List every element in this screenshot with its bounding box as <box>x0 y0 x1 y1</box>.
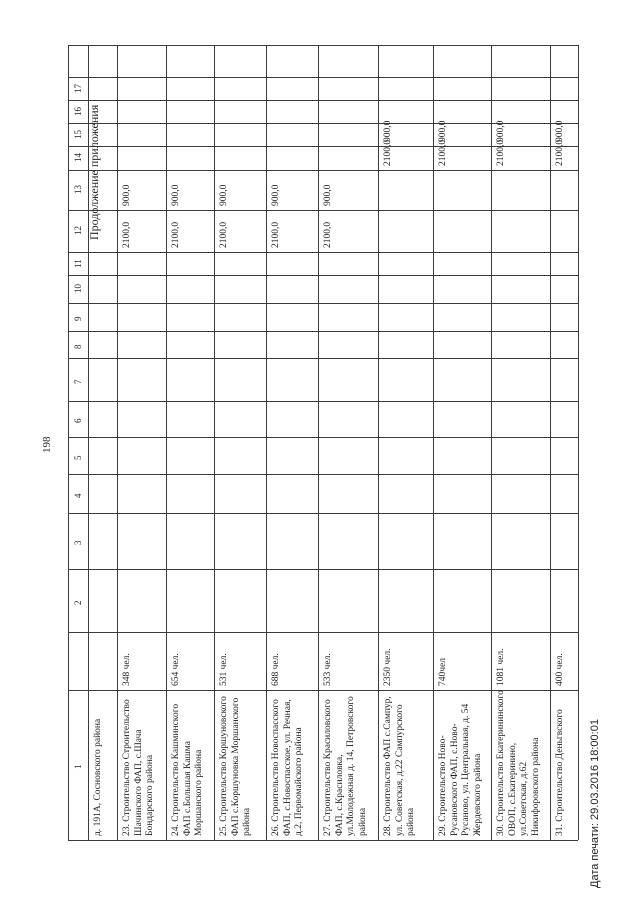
row-name-line: 29. Строительство Ново- <box>438 735 448 836</box>
row-name-line: Моршанского района <box>194 749 205 836</box>
population-cell: 531 чел. <box>219 653 229 686</box>
column-separator <box>68 252 578 253</box>
row-name-line: района <box>357 807 368 836</box>
column-separator <box>68 275 578 276</box>
row-name-line: д.2, Первомайского района <box>294 727 305 836</box>
column-separator <box>68 170 578 171</box>
row-name-line: ул.Советская, д.62 <box>519 761 530 836</box>
population-cell: 740чел <box>438 658 448 686</box>
row-name-line: 26. Строительство Новоспасского <box>271 699 281 836</box>
row-name-line: ул. Советская, д.22 Сампурского <box>394 704 405 836</box>
value-cell: 900,0 <box>555 120 565 142</box>
column-number: 14 <box>73 153 83 162</box>
row-separator <box>68 45 69 840</box>
population-cell: 1081 чел. <box>496 648 506 686</box>
column-separator <box>68 210 578 211</box>
row-separator <box>318 45 319 840</box>
row-name-line: ОВОП, с.Екатерининo, <box>507 742 518 836</box>
column-number: 17 <box>73 83 83 93</box>
column-separator <box>68 437 578 438</box>
page-number: 198 <box>41 436 53 453</box>
row-name-line: ФАП с.Большая Кашма <box>182 741 193 836</box>
column-number: 5 <box>73 455 83 460</box>
row-name-line: 25. Строительство Коршуновского <box>219 696 229 836</box>
population-cell: 400 чел. <box>555 653 565 686</box>
row-separator <box>214 45 215 840</box>
value-cell: 2100,0 <box>219 221 229 248</box>
print-date: Дата печати: 29.03.2016 18:00:01 <box>589 719 601 888</box>
row-name-line: 30. Строительство Екатерининского <box>496 690 506 836</box>
column-number: 1 <box>73 764 83 769</box>
column-number: 11 <box>73 258 83 268</box>
column-number: 15 <box>73 129 83 139</box>
column-number: 8 <box>73 344 83 349</box>
column-separator <box>68 513 578 514</box>
value-cell: 900,0 <box>122 184 132 206</box>
population-cell: 533 чел. <box>323 653 333 686</box>
row-separator <box>166 45 167 840</box>
column-number: 12 <box>73 226 83 235</box>
row-name-line: 24. Строительство Кашминского <box>171 703 181 836</box>
column-number: 13 <box>73 185 83 194</box>
value-cell: 900,0 <box>271 184 281 206</box>
row-separator <box>491 45 492 840</box>
row-name-line: ФАП, с.Новоспасское, ул. Речная, <box>282 699 293 836</box>
row-name-line: 28. Строительство ФАП с.Сампур, <box>383 696 393 836</box>
population-cell: 2350 чел. <box>383 648 393 686</box>
continuation-header: Продолжение приложения <box>87 104 101 240</box>
row-name-line: ФАП, с.Красиловка, <box>334 754 345 836</box>
column-number: 16 <box>73 106 83 116</box>
row-separator <box>266 45 267 840</box>
row-name-line: Никифоровского района <box>530 737 541 836</box>
value-cell: 900,0 <box>171 184 181 206</box>
value-cell: 2100,0 <box>383 139 393 166</box>
row-separator <box>433 45 434 840</box>
row-name-line: Русаново, ул. Центральная, д. 54 <box>461 703 472 836</box>
value-cell: 2100,0 <box>323 221 333 248</box>
column-separator <box>68 331 578 332</box>
row-name-line: ФАП с.Коршуновка Моршанского <box>230 697 241 836</box>
value-cell: 2100,0 <box>171 221 181 248</box>
population-cell: 348 чел. <box>122 653 132 686</box>
column-number: 4 <box>73 493 83 498</box>
row-name-line: 27. Строительство Красиловского <box>323 699 333 836</box>
row-separator <box>578 45 579 840</box>
row-name-line: 23. Строительство Строительство <box>122 699 132 836</box>
column-separator <box>68 358 578 359</box>
column-number: 7 <box>73 379 83 384</box>
column-number: 2 <box>73 600 83 605</box>
column-separator <box>68 632 578 633</box>
value-cell: 900,0 <box>219 184 229 206</box>
column-number: 3 <box>73 540 83 545</box>
column-number: 9 <box>73 316 83 321</box>
value-cell: 2100,0 <box>496 139 506 166</box>
value-cell: 2100,0 <box>438 139 448 166</box>
column-separator <box>68 401 578 402</box>
column-separator <box>68 45 578 46</box>
row-name-line: Русановского ФАП, с.Ново- <box>449 723 460 836</box>
row-separator <box>550 45 551 840</box>
population-cell: 654 чел. <box>171 653 181 686</box>
value-cell: 2100,0 <box>555 139 565 166</box>
population-cell: 688 чел. <box>271 653 281 686</box>
row-name-line: 31. Строительство Деньгвского <box>555 709 565 836</box>
value-cell: 900,0 <box>323 184 333 206</box>
value-cell: 2100,0 <box>122 221 132 248</box>
value-cell: 2100,0 <box>271 221 281 248</box>
row-name-line: Бондарского района <box>145 754 156 836</box>
value-cell: 900,0 <box>383 120 393 142</box>
row-name-line: д. 191А, Сосновского района <box>93 718 103 836</box>
column-number: 6 <box>73 418 83 423</box>
row-name-line: ул.Молодежная д. 14, Петровского <box>346 696 357 836</box>
row-name-line: района <box>406 807 417 836</box>
value-cell: 900,0 <box>496 120 506 142</box>
row-separator <box>117 45 118 840</box>
row-separator <box>378 45 379 840</box>
column-separator <box>68 303 578 304</box>
column-separator <box>68 569 578 570</box>
row-name-line: Шачинского ФАП, с.Шача <box>133 729 144 836</box>
row-name-line: района <box>242 807 253 836</box>
column-separator <box>68 100 578 101</box>
column-number: 10 <box>73 284 83 293</box>
column-separator <box>68 474 578 475</box>
column-separator <box>68 77 578 78</box>
column-separator <box>68 840 578 841</box>
value-cell: 900,0 <box>438 120 448 142</box>
row-name-line: Жердевского района <box>472 753 483 836</box>
